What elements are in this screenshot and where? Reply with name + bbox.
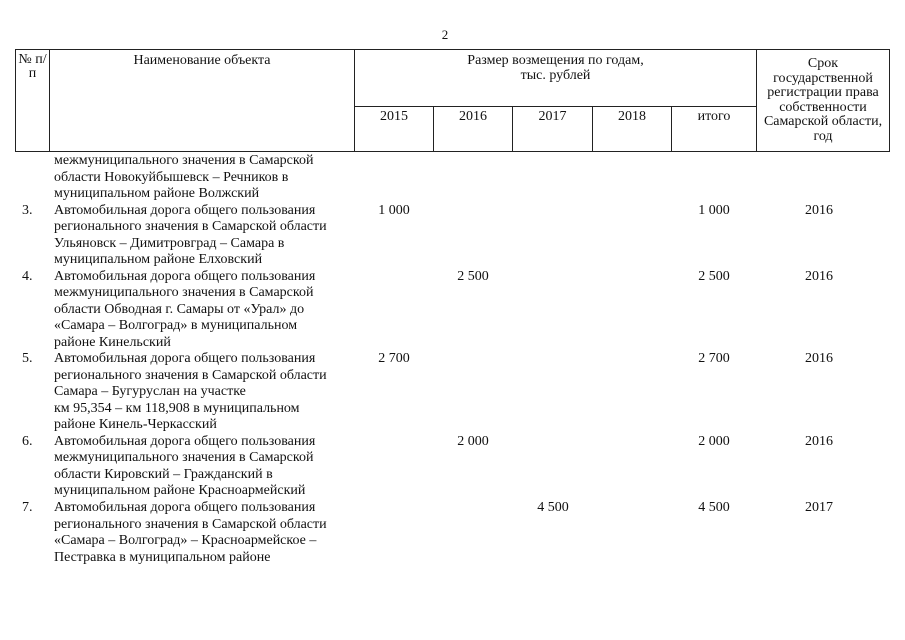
value-term: 2016 (805, 268, 833, 284)
value-2015: 1 000 (378, 202, 410, 218)
name-line: межмуниципального значения в Самарской (54, 450, 314, 465)
value-term: 2017 (805, 500, 833, 515)
value-total: 1 000 (698, 202, 730, 218)
header-sizes-column (355, 50, 757, 107)
header-total: итого (672, 107, 757, 152)
name-line: муниципальном районе Елховский (54, 252, 263, 267)
header-num-column: № п/п (16, 50, 50, 152)
name-line: Ульяновск – Димитровград – Самара в (54, 235, 285, 251)
continued-name-text (54, 153, 374, 203)
value-2016: 2 500 (457, 268, 489, 284)
header-sizes-line2: тыс. рублей (520, 68, 591, 83)
name-line: Автомобильная дорога общего пользования (54, 202, 316, 218)
name-line: Пестравка в муниципальном районе (54, 549, 271, 565)
name-line: Автомобильная дорога общего пользования (54, 351, 316, 366)
table-header (15, 49, 890, 152)
name-line: км 95,354 – км 118,908 в муниципальном (54, 400, 300, 416)
row-name (54, 500, 374, 566)
name-line: Автомобильная дорога общего пользования (54, 500, 316, 515)
header-year-2015: 2015 (355, 107, 434, 152)
name-line: Автомобильная дорога общего пользования (54, 433, 316, 449)
header-name-column: Наименование объекта (50, 50, 355, 152)
value-term: 2016 (805, 433, 833, 449)
row-name (54, 351, 374, 434)
header-year-2016: 2016 (434, 107, 513, 152)
header-year-2018: 2018 (593, 107, 672, 152)
value-total: 2 500 (698, 268, 730, 284)
header-term-column: Срок государственной регистрации права собственности Самарской области, год (757, 50, 890, 152)
name-line: Автомобильная дорога общего пользования (54, 268, 316, 284)
name-line: области Обводная г. Самары от «Урал» до (54, 301, 305, 317)
header-sizes-line1: Размер возмещения по годам, (467, 53, 644, 68)
header-year-2017: 2017 (513, 107, 593, 152)
name-line: районе Кинельский (54, 334, 171, 350)
row-name (54, 269, 374, 352)
name-line: межмуниципального значения в Самарской (54, 285, 314, 300)
continued-line: муниципальном районе Волжский (54, 186, 260, 201)
value-total: 2 000 (698, 433, 730, 449)
row-number: 6. (22, 433, 33, 449)
name-line: «Самара – Волгоград» в муниципальном (54, 318, 298, 333)
value-term: 2016 (805, 202, 833, 218)
row-number: 5. (22, 351, 33, 366)
value-2015: 2 700 (378, 351, 410, 366)
value-2016: 2 000 (457, 433, 489, 449)
value-2017: 4 500 (537, 500, 569, 515)
name-line: области Кировский – Гражданский в (54, 466, 273, 482)
name-line: регионального значения в Самарской области (54, 219, 327, 234)
value-total: 4 500 (698, 500, 730, 515)
page-number: 2 (441, 27, 449, 42)
continued-line: межмуниципального значения в Самарской (54, 153, 314, 168)
continued-line: области Новокуйбышевск – Речников в (54, 169, 289, 185)
row-name (54, 434, 374, 500)
value-total: 2 700 (698, 351, 730, 366)
name-line: регионального значения в Самарской области (54, 516, 327, 532)
name-line: районе Кинель-Черкасский (54, 417, 217, 432)
name-line: муниципальном районе Красноармейский (54, 483, 306, 498)
value-term: 2016 (805, 351, 833, 366)
row-number: 3. (22, 202, 33, 218)
name-line: Самара – Бугуруслан на участке (54, 384, 246, 399)
name-line: регионального значения в Самарской области (54, 367, 327, 383)
name-line: «Самара – Волгоград» – Красноармейское – (54, 533, 317, 548)
row-number: 4. (22, 268, 33, 284)
row-number: 7. (22, 500, 33, 515)
row-name (54, 203, 374, 269)
